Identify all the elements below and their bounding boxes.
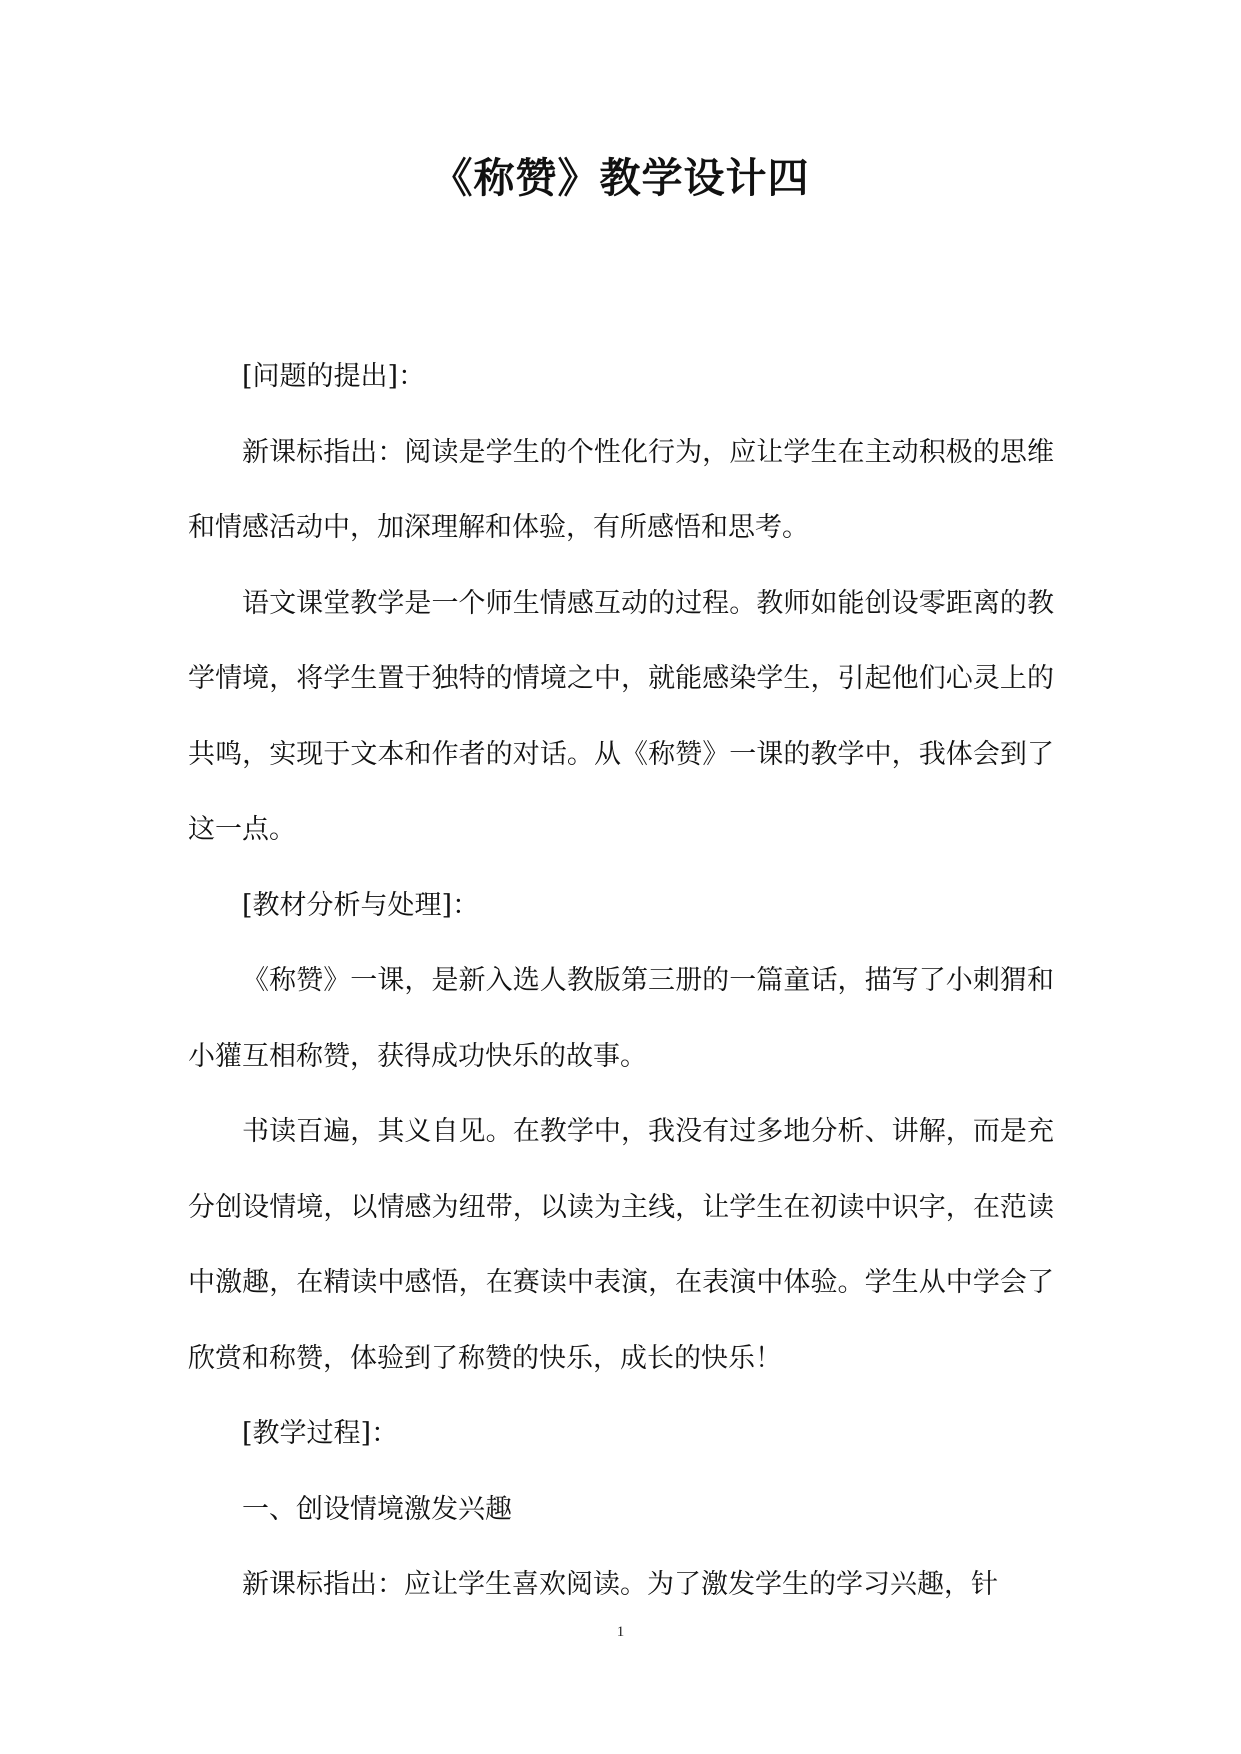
page-number: 1 xyxy=(616,1624,625,1640)
section-heading-analysis: [教材分析与处理]： xyxy=(242,889,480,921)
paragraph: 新课标指出：应让学生喜欢阅读。为了激发学生的学习兴趣，针 xyxy=(242,1569,998,1600)
section-heading-process: [教学过程]： xyxy=(242,1418,399,1449)
subsection-heading: 一、创设情境激发兴趣 xyxy=(242,1493,512,1525)
section-heading-problem: [问题的提出]： xyxy=(242,361,426,392)
paragraph: 语文课堂教学是一个师生情感互动的过程。教师如能创设零距离的教学情境，将学生置于独特的情境之中，就能感染学生，引起他们心灵上的共鸣，实现于文本和作者的对话。从《称赞》一课的教学中，我体会到了这一点。 xyxy=(188,587,1054,845)
paragraph: 新课标指出：阅读是学生的个性化行为，应让学生在主动积极的思维和情感活动中，加深理解和体验，有所感悟和思考。 xyxy=(188,436,1054,543)
document-body xyxy=(188,339,1054,1623)
paragraph: 《称赞》一课，是新入选人教版第三册的一篇童话，描写了小刺猬和小獾互相称赞，获得成功快乐的故事。 xyxy=(188,965,1054,1072)
paragraph: 书读百遍，其义自见。在教学中，我没有过多地分析、讲解，而是充分创设情境，以情感为纽带，以读为主线，让学生在初读中识字，在范读中激趣，在精读中感悟，在赛读中表演，在表演中体验。学生从中学会了欣赏和称赞，体验到了称赞的快乐，成长的快乐！ xyxy=(188,1116,1054,1374)
document-title: 《称赞》教学设计四 xyxy=(431,154,810,202)
